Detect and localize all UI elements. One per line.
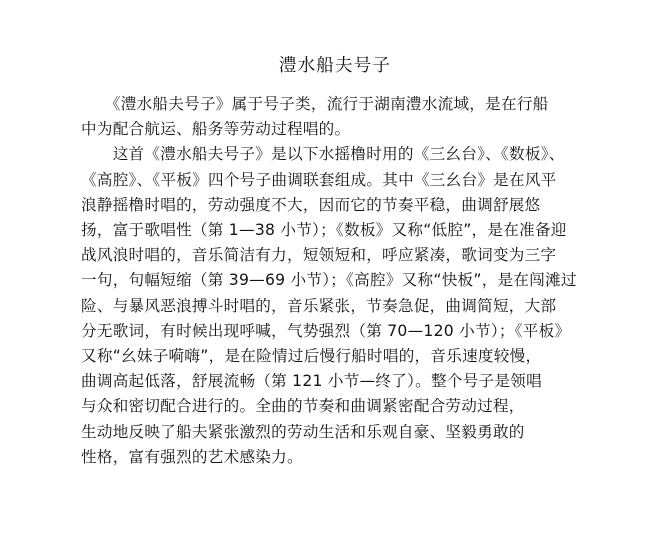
text-line: 《澧水船夫号子》属于号子类，流行于湖南澧水流域，是在行船 <box>81 95 549 113</box>
text-line: 险、与暴风恶浪搏斗时唱的，音乐紧张，节奏急促，曲调简短，大部 <box>81 296 557 315</box>
document-body <box>81 92 591 470</box>
text-line: 性格，富有强烈的艺术感染力。 <box>81 447 303 466</box>
text-line: 分无歌词，有时候出现呼喊，气势强烈（第 70—120 小节）；《平板》 <box>81 321 571 340</box>
text-line: 浪静摇橹时唱的，劳动强度不大，因而它的节奏平稳，曲调舒展悠 <box>81 195 541 214</box>
text-line: 扬，富于歌唱性（第 1—38 小节）；《数板》又称“低腔”，是在准备迎 <box>81 221 567 240</box>
text-line: 与众和密切配合进行的。全曲的节奏和曲调紧密配合劳动过程， <box>81 397 525 416</box>
page-title: 澧水船夫号子 <box>278 56 392 76</box>
text-line: 《高腔》、《平板》四个号子曲调联套组成。其中《三幺台》是在风平 <box>81 170 557 189</box>
text-line: 又称“幺妹子嗬嗨”，是在险情过后慢行船时唱的，音乐速度较慢， <box>81 347 542 366</box>
paragraph-2 <box>81 142 591 470</box>
text-line: 战风浪时唱的，音乐简洁有力，短领短和，呼应紧凑，歌词变为三字 <box>81 246 557 265</box>
text-line: 曲调高起低落，舒展流畅（第 121 小节—终了）。整个号子是领唱 <box>81 372 542 391</box>
text-line: 生动地反映了船夫紧张激烈的劳动生活和乐观自豪、坚毅勇敢的 <box>81 422 525 441</box>
text-line: 中为配合航运、船务等劳动过程唱的。 <box>81 120 351 139</box>
text-line: 一句，句幅短缩（第 39—69 小节）；《高腔》又称“快板”，是在闯滩过 <box>81 271 577 290</box>
paragraph-1 <box>81 92 591 142</box>
text-line: 这首《澧水船夫号子》是以下水摇橹时用的《三幺台》、《数板》、 <box>81 145 565 164</box>
